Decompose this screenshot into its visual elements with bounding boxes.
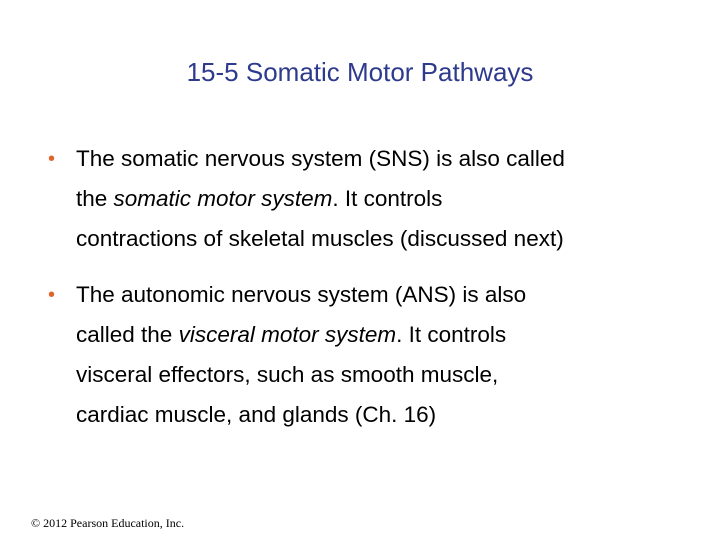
emphasized-term: somatic motor system [113, 186, 333, 211]
bullet-line: contractions of skeletal muscles (discussed next) [76, 226, 564, 251]
slide-title: 15-5 Somatic Motor Pathways [186, 57, 534, 87]
bullet-line: The autonomic nervous system (ANS) is also [76, 282, 527, 307]
bullet-line [76, 179, 708, 219]
emphasized-term: visceral motor system [178, 322, 397, 347]
bullet-item-sns [48, 139, 708, 259]
bullet-list [48, 139, 708, 451]
bullet-marker: • [48, 284, 56, 306]
bullet-line: The somatic nervous system (SNS) is also called [76, 146, 565, 171]
bullet-line: visceral effectors, such as smooth muscle, [76, 362, 499, 387]
bullet-text: . It controls [396, 322, 507, 347]
bullet-line [76, 315, 708, 355]
bullet-marker: • [48, 148, 56, 170]
bullet-item-ans [48, 275, 708, 435]
bullet-text: the [76, 186, 114, 211]
bullet-text: . It controls [332, 186, 443, 211]
bullet-text: called the [76, 322, 179, 347]
bullet-line: cardiac muscle, and glands (Ch. 16) [76, 402, 437, 427]
copyright-footer: © 2012 Pearson Education, Inc. [31, 516, 185, 530]
